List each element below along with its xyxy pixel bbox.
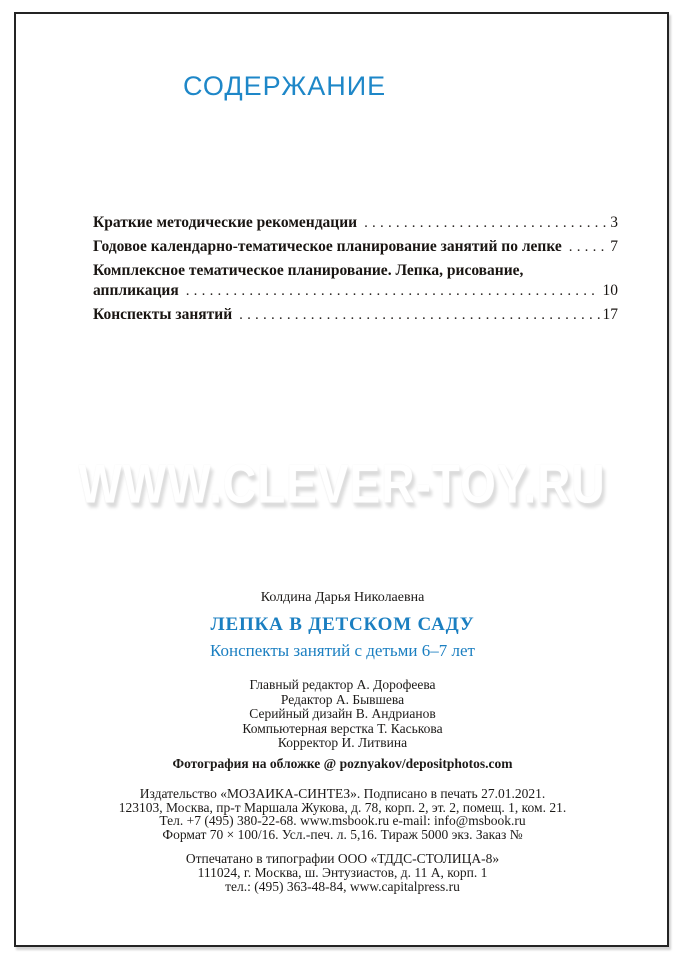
- credit-line: Компьютерная верстка Т. Каськова: [242, 720, 443, 736]
- toc-dot-leader: [364, 213, 607, 233]
- toc-page-number: 7: [610, 238, 618, 255]
- book-subtitle: Конспекты занятий с детьми 6–7 лет: [210, 641, 475, 660]
- credit-line: Серийный дизайн В. Андрианов: [249, 706, 436, 722]
- publisher-line: Издательство «МОЗАИКА-СИНТЕЗ». Подписано в печать 27.01.2021.: [139, 785, 546, 801]
- toc-page-number: 10: [602, 282, 618, 299]
- publisher-line: Тел. +7 (495) 380-22-68. www.msbook.ru e-mail: info@msbook.ru: [159, 813, 526, 829]
- toc-page-number: 3: [610, 214, 618, 231]
- toc-entry-label: Конспекты занятий: [93, 306, 233, 323]
- toc-dot-leader: [239, 305, 599, 325]
- toc-dot-leader: [569, 237, 607, 257]
- toc-entry-wrap-line: [93, 281, 618, 301]
- printer-line: 111024, г. Москва, ш. Энтузиастов, д. 11 А, корп. 1: [197, 864, 488, 880]
- toc-entry: [93, 237, 618, 257]
- toc-entry: [93, 261, 618, 301]
- toc-entry-label: Годовое календарно-тематическое планирование занятий по лепке: [93, 238, 562, 255]
- toc-entry-label: Комплексное тематическое планирование. Лепка, рисование,: [93, 262, 524, 279]
- credit-line: Редактор А. Бывшева: [280, 691, 405, 707]
- printer-block: [80, 852, 605, 893]
- credit-line: Главный редактор А. Дорофеева: [249, 677, 436, 692]
- cover-photo-credit: Фотография на обложке @ poznyakov/depositphotos.com: [172, 755, 513, 771]
- toc-entry-label: Краткие методические рекомендации: [93, 214, 358, 231]
- author-name: Колдина Дарья Николаевна: [260, 590, 425, 605]
- page-title: СОДЕРЖАНИЕ: [183, 71, 387, 101]
- watermark: WWW.CLEVER-TOY.RU: [78, 453, 606, 515]
- toc-dot-leader: [186, 281, 600, 301]
- table-of-contents: [93, 213, 618, 329]
- toc-entry-label: аппликация: [93, 282, 179, 299]
- book-title: ЛЕПКА В ДЕТСКОМ САДУ: [210, 614, 475, 635]
- toc-entry: [93, 305, 618, 325]
- credits-block: [80, 678, 605, 751]
- printer-line: тел.: (495) 363-48-84, www.capitalpress.ru: [225, 878, 460, 894]
- imprint-block: [80, 590, 605, 893]
- toc-entry: [93, 213, 618, 233]
- publisher-block: [80, 787, 605, 841]
- publisher-line: Формат 70 × 100/16. Усл.-печ. л. 5,16. Тираж 5000 экз. Заказ №: [162, 826, 523, 842]
- printer-line: Отпечатано в типографии ООО «ТДДС-СТОЛИЦА-8»: [185, 851, 500, 867]
- toc-page-number: 17: [602, 306, 618, 323]
- credit-line: Корректор И. Литвина: [277, 735, 408, 751]
- publisher-line: 123103, Москва, пр-т Маршала Жукова, д. 78, корп. 2, эт. 2, помещ. 1, ком. 21.: [118, 799, 567, 815]
